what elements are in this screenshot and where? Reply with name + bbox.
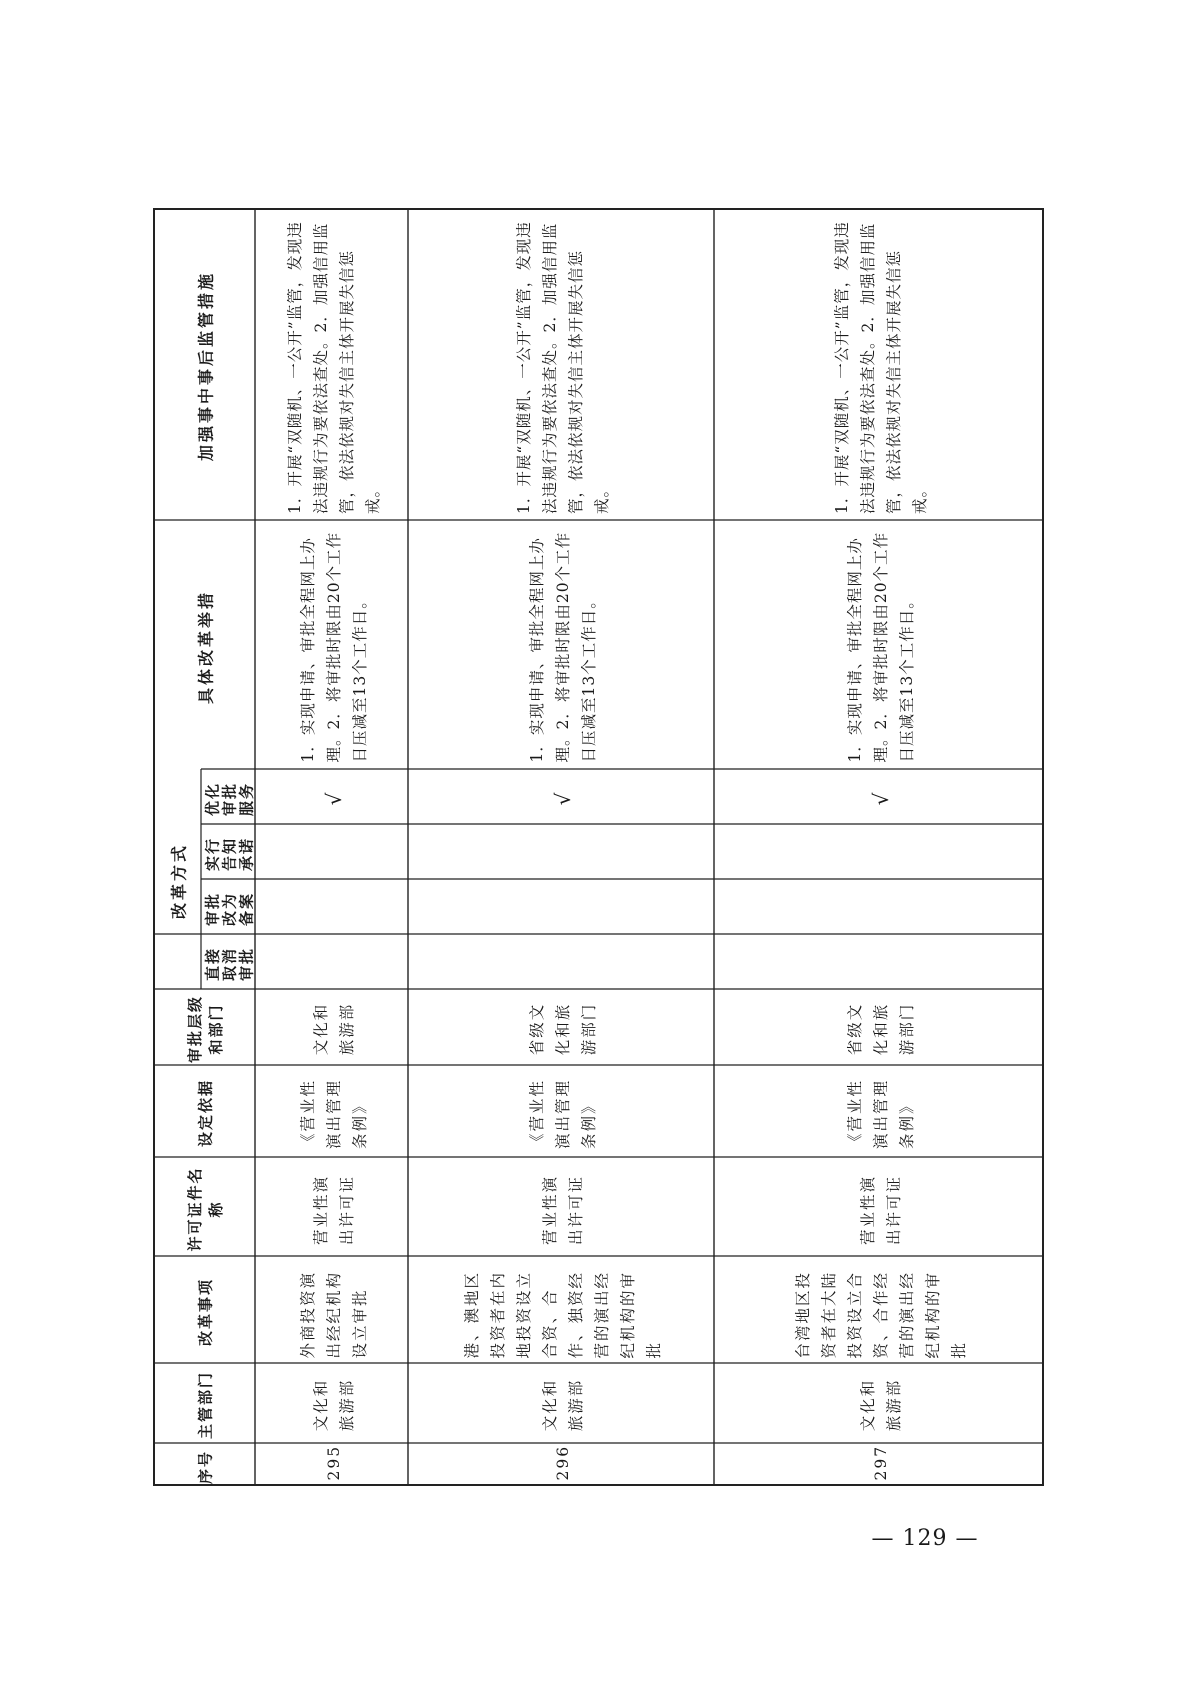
row-297-filing-cell: [716, 881, 1046, 936]
row-297-cancel-cell: [716, 936, 1046, 991]
row-295-dept: 文化和旅游部: [311, 1378, 356, 1432]
column-header-seq-cell: [155, 1445, 257, 1488]
row-296-notify-cell: [410, 826, 716, 881]
row-295-notify-cell: [257, 826, 410, 881]
row-296-seq-cell: [410, 1445, 716, 1488]
row-295-measures: 1．实现申请、审批全程网上办理。2．将审批时限由20个工作日压减至13个工作日。: [298, 531, 369, 762]
column-header-item-cell: [155, 1258, 257, 1365]
row-297-level-cell: [716, 991, 1046, 1067]
row-295-basis: 《营业性演出管理条例》: [298, 1078, 369, 1149]
column-header-filing: 审批改为备案: [203, 891, 256, 926]
row-295-basis-cell: [257, 1067, 410, 1159]
column-header-basis: 设定依据: [196, 1079, 215, 1148]
column-header-optimize: 优化审批服务: [203, 781, 256, 816]
column-header-level-cell: [155, 991, 257, 1067]
row-295-level-cell: [257, 991, 410, 1067]
row-295-supervision: 1．开展“双随机、一公开”监管，发现违法违规行为要依法查处。2．加强信用监管，依法依规对失信主体开展失信惩戒。: [285, 221, 382, 514]
row-295-cancel-cell: [257, 936, 410, 991]
row-297-dept: 文化和旅游部: [859, 1378, 903, 1432]
row-297-basis: 《营业性演出管理条例》: [846, 1078, 916, 1149]
column-header-supervision: 加强事中事后监管措施: [196, 271, 216, 462]
column-header-cancel-cell: [203, 936, 257, 991]
row-296-measures-cell: [410, 522, 716, 771]
row-295-supervision-cell: [257, 210, 410, 522]
column-header-filing-cell: [203, 881, 257, 936]
row-295-optimize: √: [321, 792, 346, 805]
row-296-supervision-cell: [410, 210, 716, 522]
row-296-measures: 1．实现申请、审批全程网上办理。2．将审批时限由20个工作日压减至13个工作日。: [528, 531, 598, 762]
row-297-optimize-cell: [716, 771, 1046, 826]
row-297-supervision: 1．开展“双随机、一公开”监管，发现违法违规行为要依法查处。2．加强信用监管，依法依规对失信主体开展失信惩戒。: [833, 221, 929, 514]
row-296-item-cell: [410, 1258, 716, 1365]
row-297-dept-cell: [716, 1365, 1046, 1445]
column-header-dept: 主管部门: [196, 1371, 215, 1440]
column-header-license: 许可证件名称: [186, 1166, 225, 1252]
row-296-license-cell: [410, 1159, 716, 1258]
row-296-cancel-cell: [410, 936, 716, 991]
row-296-license: 营业性演出许可证: [541, 1174, 585, 1245]
row-297-measures: 1．实现申请、审批全程网上办理。2．将审批时限由20个工作日压减至13个工作日。: [846, 531, 916, 762]
row-296-item: 港、澳地区投资者在内地投资设立合资、合作、独资经营的演出经纪机构的审批: [463, 1270, 663, 1358]
column-header-license-cell: [155, 1159, 257, 1258]
row-297-supervision-cell: [716, 210, 1046, 522]
row-295-level: 文化和旅游部: [311, 1002, 356, 1056]
row-297-seq: 297: [872, 1444, 890, 1480]
reform-method-group-header: [155, 771, 203, 991]
row-295-seq: 295: [324, 1444, 343, 1480]
row-296-level-cell: [410, 991, 716, 1067]
column-header-notify-cell: [203, 826, 257, 881]
column-header-dept-cell: [155, 1365, 257, 1445]
row-295-seq-cell: [257, 1445, 410, 1488]
row-295-filing-cell: [257, 881, 410, 936]
column-header-item: 改革事项: [196, 1277, 215, 1346]
row-296-basis: 《营业性演出管理条例》: [528, 1078, 598, 1149]
row-296-dept: 文化和旅游部: [541, 1378, 585, 1432]
column-header-notify: 实行告知承诺: [203, 836, 256, 871]
column-header-seq: 序号: [196, 1449, 215, 1484]
row-297-measures-cell: [716, 522, 1046, 771]
row-296-optimize-cell: [410, 771, 716, 826]
row-295-license: 营业性演出许可证: [311, 1174, 356, 1245]
column-header-measures: 具体改革举措: [196, 589, 216, 704]
row-296-seq: 296: [554, 1444, 572, 1480]
column-header-optimize-cell: [203, 771, 257, 826]
row-297-license-cell: [716, 1159, 1046, 1258]
row-295-optimize-cell: [257, 771, 410, 826]
row-296-basis-cell: [410, 1067, 716, 1159]
row-296-supervision: 1．开展“双随机、一公开”监管，发现违法违规行为要依法查处。2．加强信用监管，依法依规对失信主体开展失信惩戒。: [515, 221, 611, 514]
row-295-item: 外商投资演出经纪机构设立审批: [298, 1270, 369, 1358]
rotated-approval-table: [153, 208, 1044, 1486]
column-header-level: 审批层级和部门: [186, 994, 225, 1063]
reform-method-group-label: 改革方式: [169, 843, 189, 920]
row-297-license: 营业性演出许可证: [859, 1174, 903, 1245]
column-header-measures-cell: [155, 522, 257, 771]
row-296-filing-cell: [410, 881, 716, 936]
page-number: — 129 —: [871, 1526, 979, 1551]
row-295-item-cell: [257, 1258, 410, 1365]
column-header-cancel: 直接取消审批: [203, 946, 256, 981]
row-297-seq-cell: [716, 1445, 1046, 1488]
row-295-license-cell: [257, 1159, 410, 1258]
column-header-basis-cell: [155, 1067, 257, 1159]
row-296-dept-cell: [410, 1365, 716, 1445]
row-296-optimize: √: [551, 792, 575, 805]
row-297-optimize: √: [869, 792, 893, 805]
row-297-level: 省级文化和旅游部门: [846, 1002, 916, 1056]
row-295-dept-cell: [257, 1365, 410, 1445]
row-297-notify-cell: [716, 826, 1046, 881]
row-297-item-cell: [716, 1258, 1046, 1365]
row-297-item: 台湾地区投资者在大陆投资设立合资、合作经营的演出经纪机构的审批: [794, 1270, 968, 1358]
column-header-supervision-cell: [155, 210, 257, 522]
row-295-measures-cell: [257, 522, 410, 771]
row-296-level: 省级文化和旅游部门: [528, 1002, 598, 1056]
row-297-basis-cell: [716, 1067, 1046, 1159]
